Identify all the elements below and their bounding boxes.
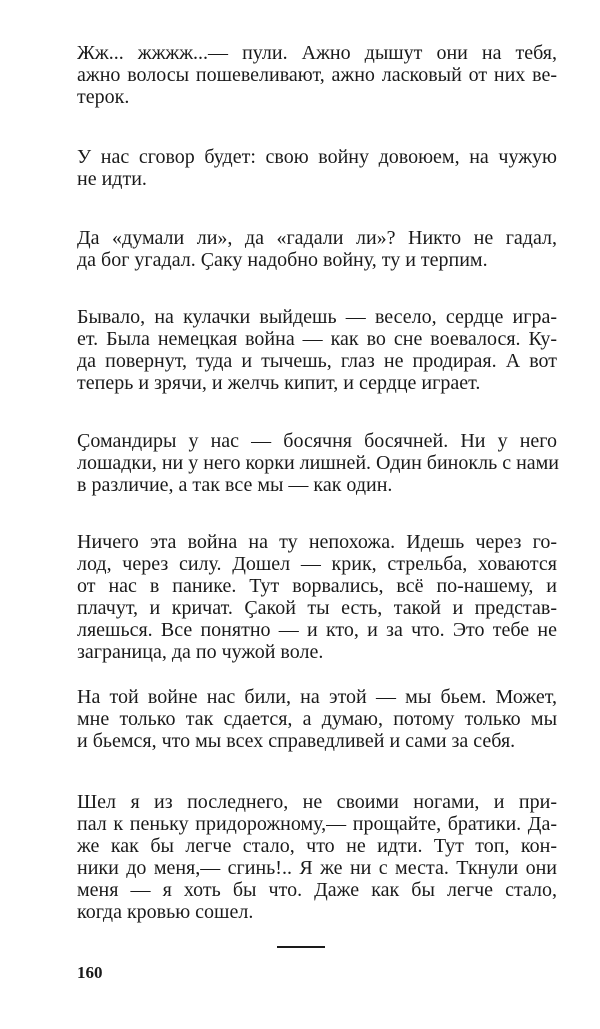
text-line: лод, через силу. Дошел — крик, стрельба, ховаются xyxy=(77,553,557,575)
text-line: Да «думали ли», да «гадали ли»? Никто не гадал, xyxy=(77,227,557,249)
paragraph-8 xyxy=(77,791,557,923)
text-line: ляешься. Все понятно — и кто, и за что. Это тебе не xyxy=(77,619,557,641)
paragraph-7 xyxy=(77,686,557,752)
text-line: терок. xyxy=(77,86,130,108)
text-line: теперь и зрячи, и желчь кипит, и сердце играет. xyxy=(77,372,481,394)
page-number: 160 xyxy=(77,963,103,982)
text-line: от нас в панике. Тут ворвались, всё по-нашему, и xyxy=(77,575,557,597)
text-line: да бог угадал. Ҫаку надобно войну, ту и терпим. xyxy=(77,249,488,271)
paragraph-3 xyxy=(77,227,557,271)
paragraph-2 xyxy=(77,146,557,190)
text-line: меня — я хоть бы что. Даже как бы легче стало, xyxy=(77,879,557,901)
text-line: Жж... жжжж...— пули. Ажно дышут они на тебя, xyxy=(77,42,557,64)
text-line: Ничего эта война на ту непохожа. Идешь через го- xyxy=(77,531,557,553)
text-line: Бывало, на кулачки выйдешь — весело, сердце игра- xyxy=(77,306,557,328)
text-line: пал к пеньку придорожному,— прощайте, братики. Да- xyxy=(77,813,557,835)
paragraph-5 xyxy=(77,430,560,496)
text-line: Шел я из последнего, не своими ногами, и при- xyxy=(77,791,557,813)
section-divider xyxy=(277,946,325,948)
text-line: плачут, и кричат. Ҫакой ты есть, такой и представ- xyxy=(77,597,557,619)
text-line: лошадки, ни у него корки лишней. Один бинокль с нами xyxy=(77,452,560,474)
text-line: заграница, да по чужой воле. xyxy=(77,641,324,663)
text-line: да повернут, туда и тычешь, глаз не продирая. А вот xyxy=(77,350,557,372)
text-line: У нас сговор будет: свою войну довоюем, на чужую xyxy=(77,146,557,168)
paragraph-6 xyxy=(77,531,557,663)
text-line: же как бы легче стало, что не идти. Тут топ, кон- xyxy=(77,835,557,857)
text-line: На той войне нас били, на этой — мы бьем. Может, xyxy=(77,686,557,708)
text-line: Ҫомандиры у нас — босячня босячней. Ни у него xyxy=(77,430,557,452)
text-line: мне только так сдается, а думаю, потому только мы xyxy=(77,708,557,730)
text-line: в различие, а так все мы — как один. xyxy=(77,474,393,496)
paragraph-1 xyxy=(77,42,557,108)
text-line: и бьемся, что мы всех справедливей и сами за себя. xyxy=(77,730,516,752)
text-line: когда кровью сошел. xyxy=(77,901,254,923)
text-line: не идти. xyxy=(77,168,147,190)
text-line: ники до меня,— сгинь!.. Я же ни с места. Ткнули они xyxy=(77,857,557,879)
paragraph-4 xyxy=(77,306,557,394)
text-line: ет. Была немецкая война — как во сне воевалося. Ку- xyxy=(77,328,557,350)
text-line: ажно волосы пошевеливают, ажно ласковый от них ве- xyxy=(77,64,557,86)
